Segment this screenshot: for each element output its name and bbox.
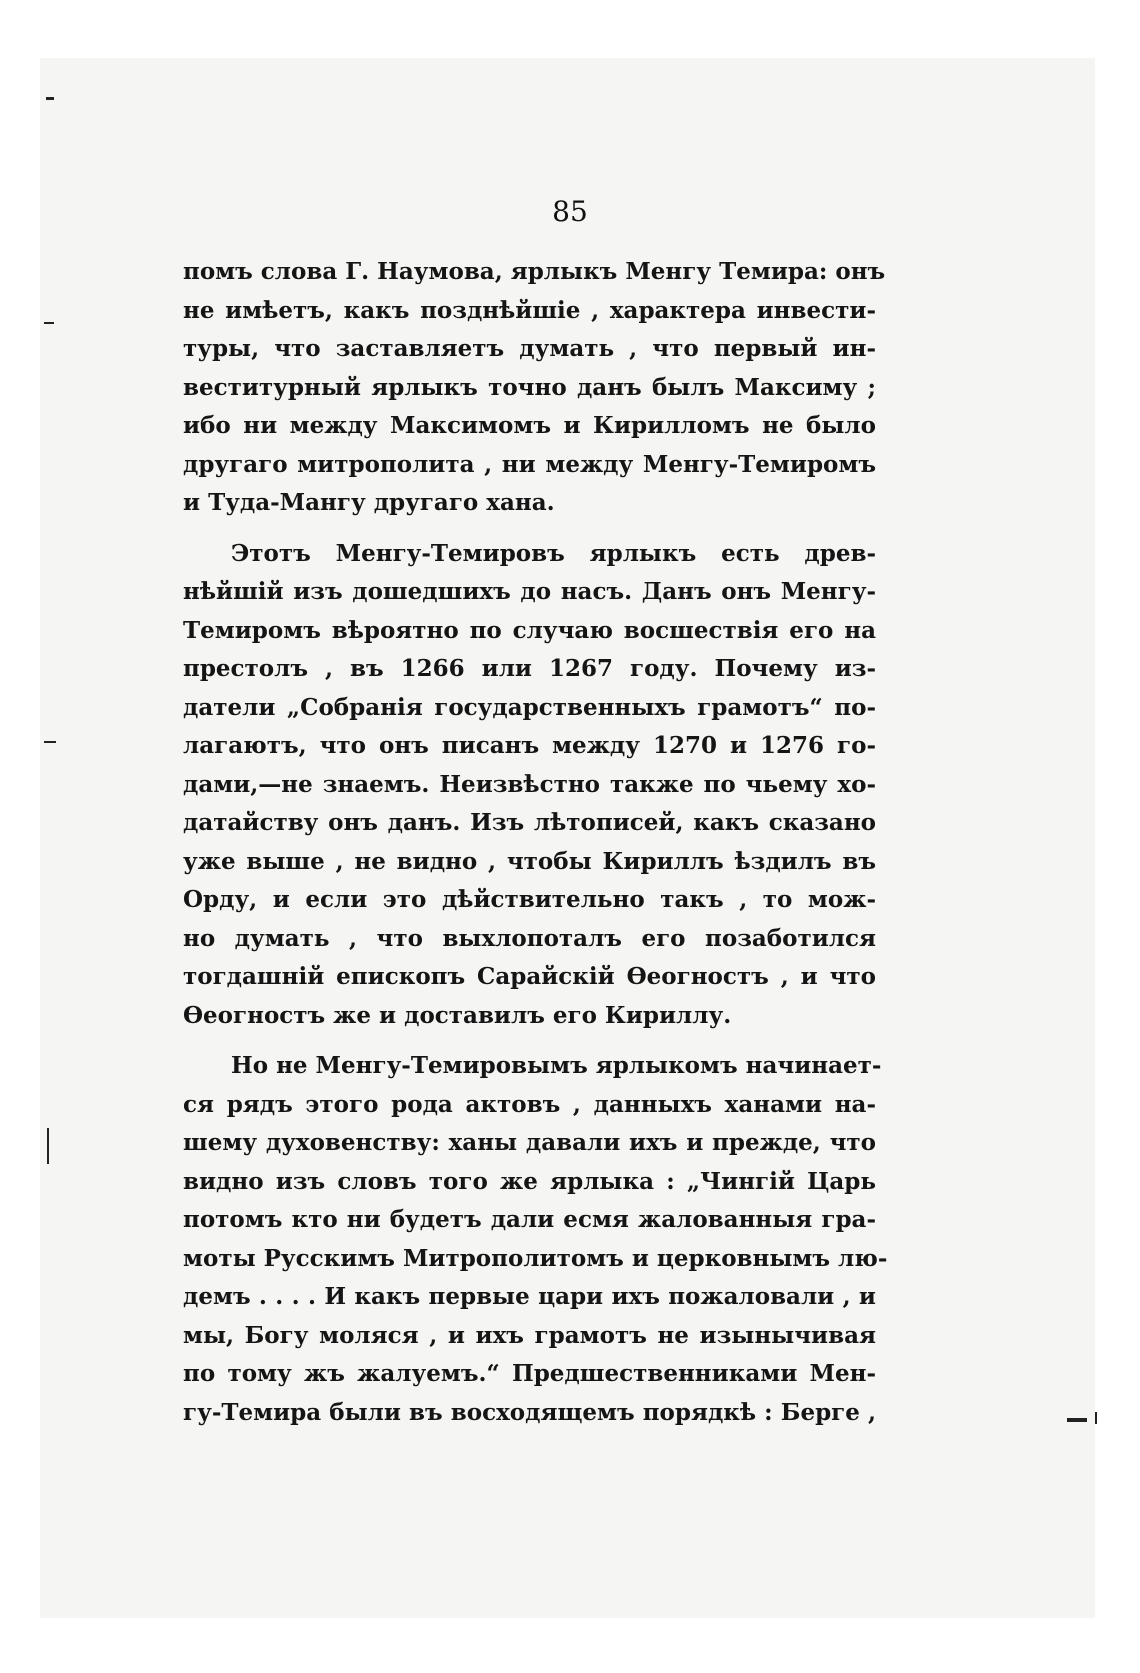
- margin-mark: [1067, 1418, 1087, 1422]
- text-line: шему духовенству: ханы давали ихъ и прежде, что: [183, 1129, 876, 1156]
- text-line: Этотъ Менгу-Темировъ ярлыкъ есть древ-: [231, 539, 876, 567]
- text-line: Но не Менгу-Темировымъ ярлыкомъ начинает-: [231, 1052, 882, 1079]
- text-line: видно изъ словъ того же ярлыка : „Чингій Царь: [183, 1167, 876, 1195]
- text-line: не имѣетъ, какъ позднѣйшіе , характера инвести-: [183, 296, 876, 324]
- paragraph: [183, 1047, 888, 1432]
- text-line: датайству онъ данъ. Изъ лѣтописей, какъ сказано: [183, 809, 876, 836]
- text-line: Орду, и если это дѣйствительно такъ , то мож-: [183, 886, 876, 913]
- text-line: мы, Богу моляся , и ихъ грамотъ не изынычивая: [183, 1321, 876, 1349]
- text-line: нѣйшій изъ дошедшихъ до насъ. Данъ онъ Менгу-: [183, 578, 876, 605]
- text-line: гу-Темира были въ восходящемъ порядкѣ : Берге ,: [183, 1398, 876, 1426]
- text-line: ибо ни между Максимомъ и Кирилломъ не было: [183, 412, 876, 439]
- text-line: моты Русскимъ Митрополитомъ и церковнымъ лю-: [183, 1244, 888, 1272]
- text-line: демъ . . . . И какъ первые цари ихъ пожаловали , и: [183, 1283, 876, 1310]
- text-line: Темиромъ вѣроятно по случаю восшествія его на: [183, 616, 876, 644]
- text-line: веститурный ярлыкъ точно данъ былъ Максиму ;: [183, 373, 876, 401]
- text-line: датели „Собранія государственныхъ грамотъ“ по-: [183, 693, 876, 721]
- margin-mark: [46, 97, 54, 100]
- paragraph: [183, 253, 886, 523]
- text-line: но думать , что выхлопоталъ его позаботился: [183, 924, 876, 952]
- paragraph-gap: [183, 1035, 876, 1047]
- text-line: по тому жъ жалуемъ.“ Предшественниками Мен-: [183, 1360, 876, 1387]
- margin-mark: [44, 741, 56, 743]
- paragraph-gap: [183, 523, 876, 535]
- text-line: ся рядъ этого рода актовъ , данныхъ ханами на-: [183, 1090, 876, 1118]
- text-line: помъ слова Г. Наумова, ярлыкъ Менгу Темира: онъ: [183, 258, 886, 285]
- text-line: дами,—не знаемъ. Неизвѣстно также по чьему хо-: [183, 770, 876, 798]
- text-line: другаго митрополита , ни между Менгу-Темиромъ: [183, 450, 876, 478]
- text-line: туры, что заставляетъ думать , что первый ин-: [183, 335, 876, 362]
- margin-mark: [47, 1128, 49, 1164]
- text-line: и Туда-Мангу другаго хана.: [183, 489, 555, 516]
- text-line: Ѳеогностъ же и доставилъ его Кириллу.: [183, 1001, 732, 1029]
- text-line: престолъ , въ 1266 или 1267 году. Почему из-: [183, 655, 876, 682]
- text-line: потомъ кто ни будетъ дали есмя жалованныя гра-: [183, 1206, 876, 1233]
- page-number: 85: [552, 195, 588, 228]
- margin-mark: [1095, 1412, 1097, 1424]
- text-line: уже выше , не видно , чтобы Кириллъ ѣздилъ въ: [183, 847, 876, 875]
- text-line: лагаютъ, что онъ писанъ между 1270 и 1276 го-: [183, 732, 876, 759]
- margin-mark: [44, 322, 54, 324]
- paragraph: [183, 535, 876, 1036]
- text-line: тогдашній епископъ Сарайскій Ѳеогностъ , и что: [183, 963, 876, 990]
- body-text: [183, 253, 888, 1432]
